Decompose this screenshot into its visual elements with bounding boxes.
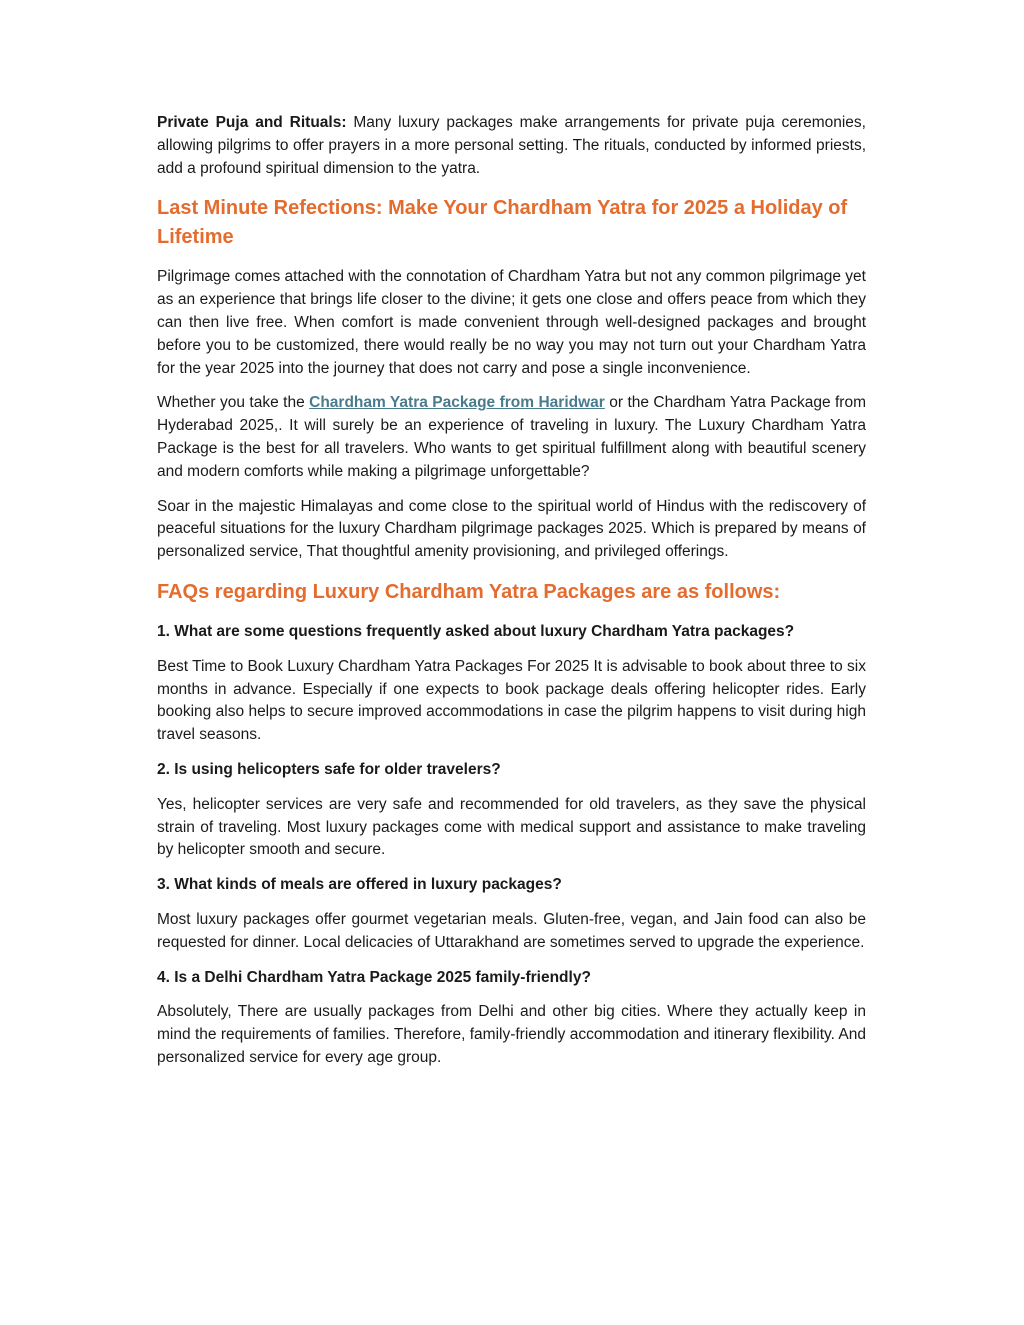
last-minute-heading: Last Minute Refections: Make Your Chardham Yatra for 2025 a Holiday of Lifetime (157, 197, 848, 249)
faq-answer-4: Absolutely, There are usually packages from Delhi and other big cities. Where they actually keep in mind the requirements of families. Therefore, family-friendly accommodation and itinerary flexibility. And personalized service for every age group. (157, 1003, 866, 1066)
faq-answer-1: Best Time to Book Luxury Chardham Yatra Packages For 2025 It is advisable to book about three to six months in advance. Especially if one expects to book package deals offering helicopter rides. Early booking also helps to secure improved accommodations in case the pilgrim happens to visit during high travel seasons. (157, 657, 866, 744)
last-minute-paragraph-1: Pilgrimage comes attached with the connotation of Chardham Yatra but not any common pilgrimage yet as an experience that brings life closer to the divine; it gets one close and offers peace from which they can then live free. When comfort is made convenient through well-designed packages and brought before you to be customized, there would really be no way you may not turn out your Chardham Yatra for the year 2025 into the journey that does not carry and pose a single inconvenience. (157, 268, 866, 377)
paragraph-2-intro: Whether you take the (157, 394, 310, 412)
private-puja-label: Private Puja and Rituals: (157, 114, 347, 131)
private-puja-text: Many luxury packages make arrangements for private puja ceremonies, allowing pilgrims to offer prayers in a more personal setting. The rituals, conducted by informed priests, add a profound spiritual dimension to the yatra. (157, 114, 866, 177)
document-page (157, 112, 866, 1082)
paragraph-2-rest: or the Chardham Yatra Package from Hyderabad 2025,. It will surely be an experience of traveling in luxury. The Luxury Chardham Yatra Package is the best for all travelers. Who wants to get spiritual fulfillment along with beautiful scenery and modern comforts while making a pilgrimage unforgettable? (157, 394, 867, 480)
last-minute-paragraph-2 (157, 392, 866, 483)
faq-question-1: 1. What are some questions frequently asked about luxury Chardham Yatra packages? (157, 622, 795, 640)
faq-question-4: 4. Is a Delhi Chardham Yatra Package 2025 family-friendly? (157, 968, 591, 986)
faq-question-3: 3. What kinds of meals are offered in luxury packages? (157, 876, 562, 894)
faqs-heading: FAQs regarding Luxury Chardham Yatra Packages are as follows: (157, 580, 781, 603)
faq-answer-3: Most luxury packages offer gourmet vegetarian meals. Gluten-free, vegan, and Jain food can also be requested for dinner. Local delicacies of Uttarakhand are sometimes served to upgrade the experience. (157, 910, 866, 951)
haridwar-package-link[interactable]: Chardham Yatra Package from Haridwar (309, 394, 605, 412)
faq-question-2: 2. Is using helicopters safe for older travelers? (157, 760, 501, 778)
faq-answer-2: Yes, helicopter services are very safe and recommended for old travelers, as they save the physical strain of traveling. Most luxury packages come with medical support and assistance to make traveling by helicopter smooth and secure. (157, 795, 866, 859)
last-minute-paragraph-3: Soar in the majestic Himalayas and come close to the spiritual world of Hindus with the rediscovery of peaceful situations for the luxury Chardham pilgrimage packages 2025. Which is prepared by means of personalized service, That thoughtful amenity provisioning, and privileged offerings. (157, 497, 866, 561)
private-puja-paragraph (157, 112, 866, 180)
